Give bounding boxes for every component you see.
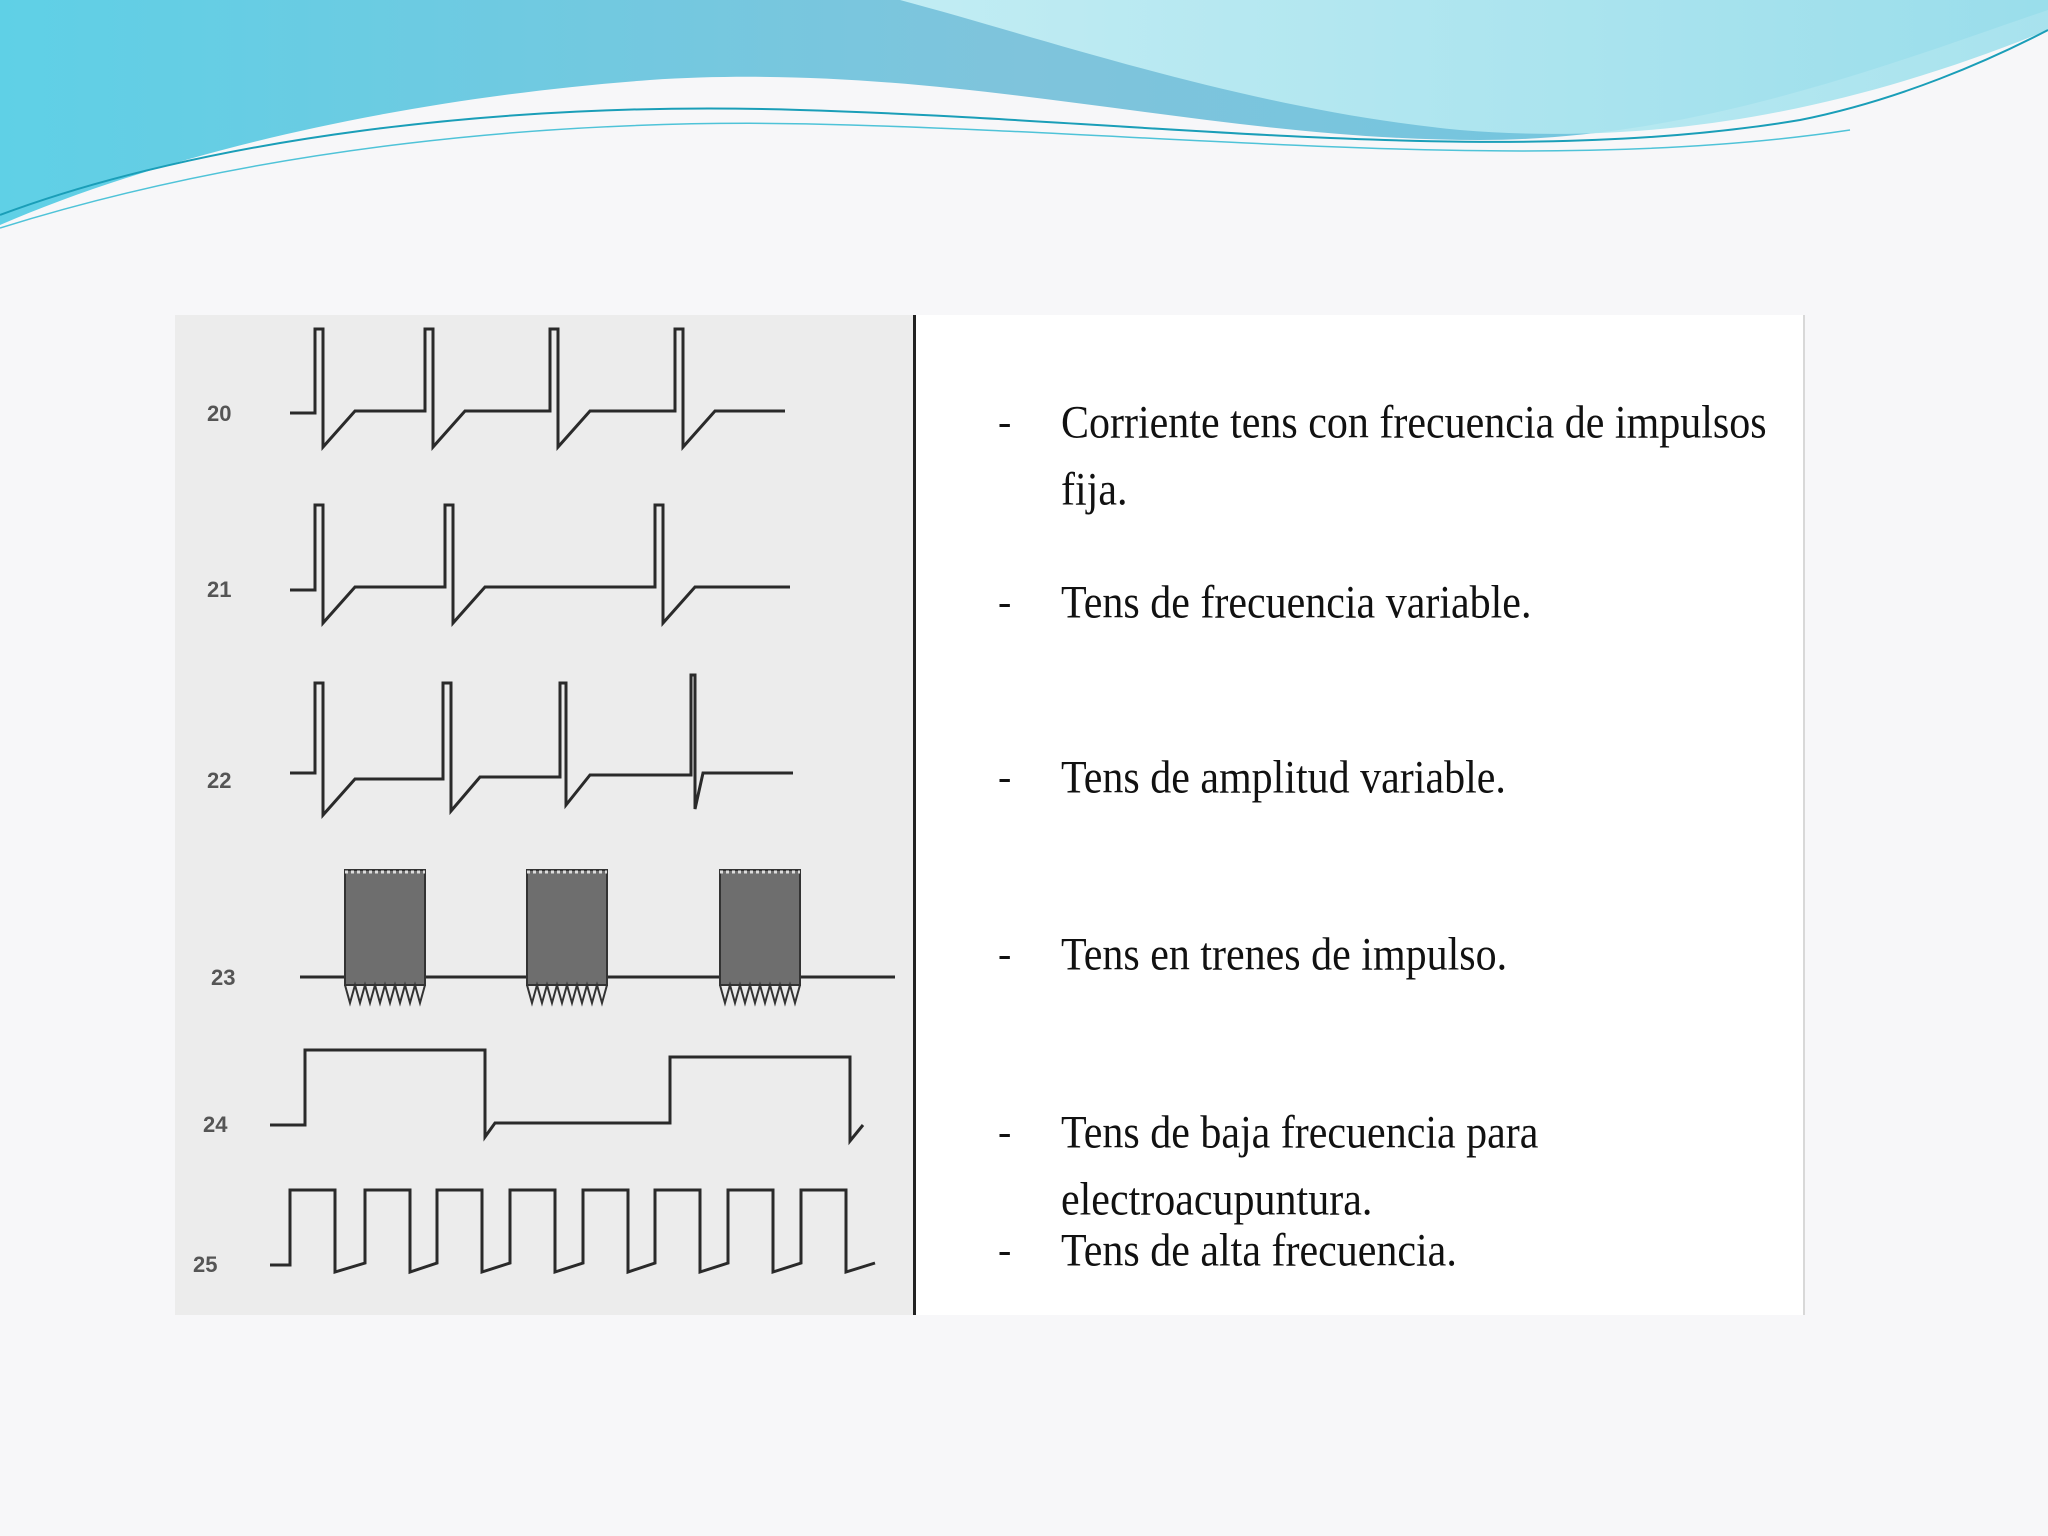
panel-border xyxy=(1803,315,1805,1315)
trace-20-line xyxy=(290,329,785,447)
trace-label-25: 25 xyxy=(193,1252,218,1277)
trace-21-line xyxy=(290,505,790,623)
bullet-dash: - xyxy=(998,754,1012,799)
header-wave-decoration xyxy=(0,0,2048,240)
trace-label-21: 21 xyxy=(207,577,232,602)
trace-24-line xyxy=(270,1050,863,1141)
trace-23-bursts xyxy=(300,870,895,1003)
bullet-dash: - xyxy=(998,1109,1012,1154)
item-text: Tens en trenes de impulso. xyxy=(1061,929,1508,981)
item-text: Tens de frecuencia variable. xyxy=(1061,577,1532,629)
item-text: Tens de alta frecuencia. xyxy=(1061,1225,1457,1277)
description-list xyxy=(916,315,1804,1315)
bullet-dash: - xyxy=(998,931,1012,976)
trace-label-24: 24 xyxy=(203,1112,228,1137)
bullet-dash: - xyxy=(998,1227,1012,1272)
item-text: Tens de amplitud variable. xyxy=(1061,752,1506,804)
item-text: Tens de baja frecuencia para electroacupuntura. xyxy=(1061,1107,1539,1226)
waveform-traces xyxy=(175,315,915,1315)
trace-label-22: 22 xyxy=(207,768,232,793)
item-text: Corriente tens con frecuencia de impulsos fija. xyxy=(1061,397,1767,516)
waveform-figure xyxy=(175,315,915,1315)
trace-22-line xyxy=(290,675,793,815)
trace-label-20: 20 xyxy=(207,401,232,426)
trace-25-line xyxy=(270,1190,875,1272)
bullet-dash: - xyxy=(998,399,1012,444)
trace-label-23: 23 xyxy=(211,965,236,990)
bullet-dash: - xyxy=(998,579,1012,624)
